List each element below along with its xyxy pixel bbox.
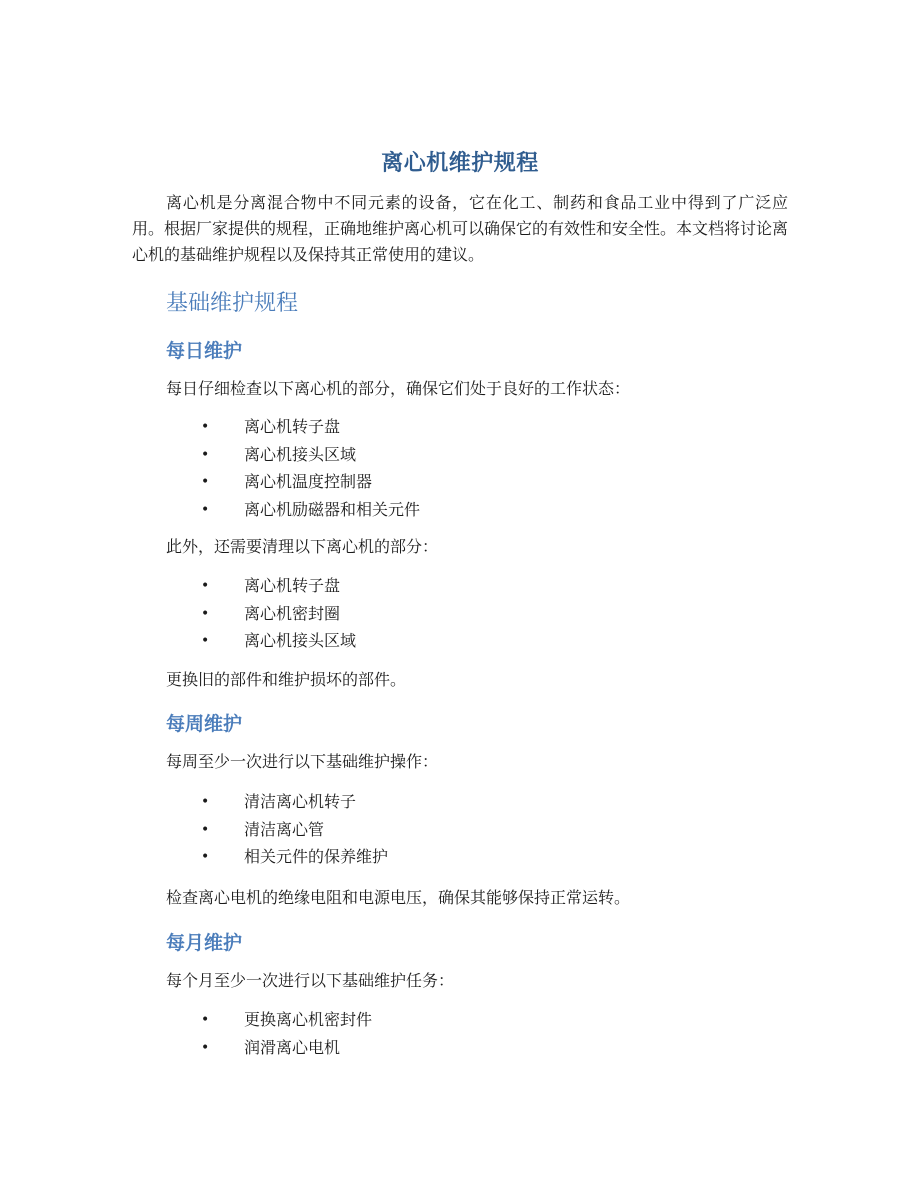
bullet-icon: • xyxy=(201,578,210,594)
weekly-closing: 检查离心电机的绝缘电阻和电源电压，确保其能够保持正常运转。 xyxy=(166,888,631,907)
daily-clean-list xyxy=(166,575,356,658)
bullet-icon: • xyxy=(201,794,210,810)
list-item: • 离心机接头区域 xyxy=(201,444,357,464)
list-item: • 润滑离心电机 xyxy=(201,1037,341,1057)
bullet-icon: • xyxy=(201,501,210,518)
list-item: • 离心机温度控制器 xyxy=(201,472,373,491)
bullet-icon: • xyxy=(201,605,210,622)
weekly-maintenance-heading: 每周维护 xyxy=(166,713,243,735)
intro-paragraph: 离心机是分离混合物中不同元素的设备，它在化工、制药和食品工业中得到了广泛应用。根据厂家提供的规程，正确地维护离心机可以确保它的有效性和安全性。本文档将讨论离心机的基础维护规程以及保持其正常使用的建议。 xyxy=(132,193,789,264)
list-item: • 离心机转子盘 xyxy=(201,417,341,436)
list-item: • 更换离心机密封件 xyxy=(201,1010,373,1029)
daily-clean-intro: 此外，还需要清理以下离心机的部分： xyxy=(166,537,439,556)
bullet-icon: • xyxy=(201,1012,210,1028)
bullet-icon: • xyxy=(201,821,210,838)
weekly-intro: 每周至少一次进行以下基础维护操作： xyxy=(166,752,439,771)
list-item: • 离心机接头区域 xyxy=(201,631,357,650)
bullet-icon: • xyxy=(201,633,210,649)
weekly-list xyxy=(166,791,388,874)
bullet-icon: • xyxy=(201,419,210,435)
bullet-icon: • xyxy=(201,1039,210,1056)
monthly-intro: 每个月至少一次进行以下基础维护任务： xyxy=(166,971,455,990)
section-heading-basic-maintenance: 基础维护规程 xyxy=(166,291,299,316)
daily-maintenance-heading: 每日维护 xyxy=(166,340,243,362)
monthly-list xyxy=(166,1009,372,1064)
daily-inspect-intro: 每日仔细检查以下离心机的部分，确保它们处于良好的工作状态： xyxy=(166,379,631,398)
list-item: • 清洁离心管 xyxy=(201,819,325,839)
bullet-icon: • xyxy=(201,474,210,490)
list-item: • 离心机转子盘 xyxy=(201,576,341,595)
list-item: • 相关元件的保养维护 xyxy=(201,847,389,866)
daily-closing: 更换旧的部件和维护损坏的部件。 xyxy=(166,670,407,689)
document-title: 离心机维护规程 xyxy=(381,150,539,176)
bullet-icon: • xyxy=(201,849,210,865)
list-item: • 离心机励磁器和相关元件 xyxy=(201,499,421,519)
list-item: • 离心机密封圈 xyxy=(201,603,341,623)
daily-inspect-list xyxy=(166,416,420,526)
bullet-icon: • xyxy=(201,446,210,463)
list-item: • 清洁离心机转子 xyxy=(201,792,357,811)
monthly-maintenance-heading: 每月维护 xyxy=(166,932,243,954)
